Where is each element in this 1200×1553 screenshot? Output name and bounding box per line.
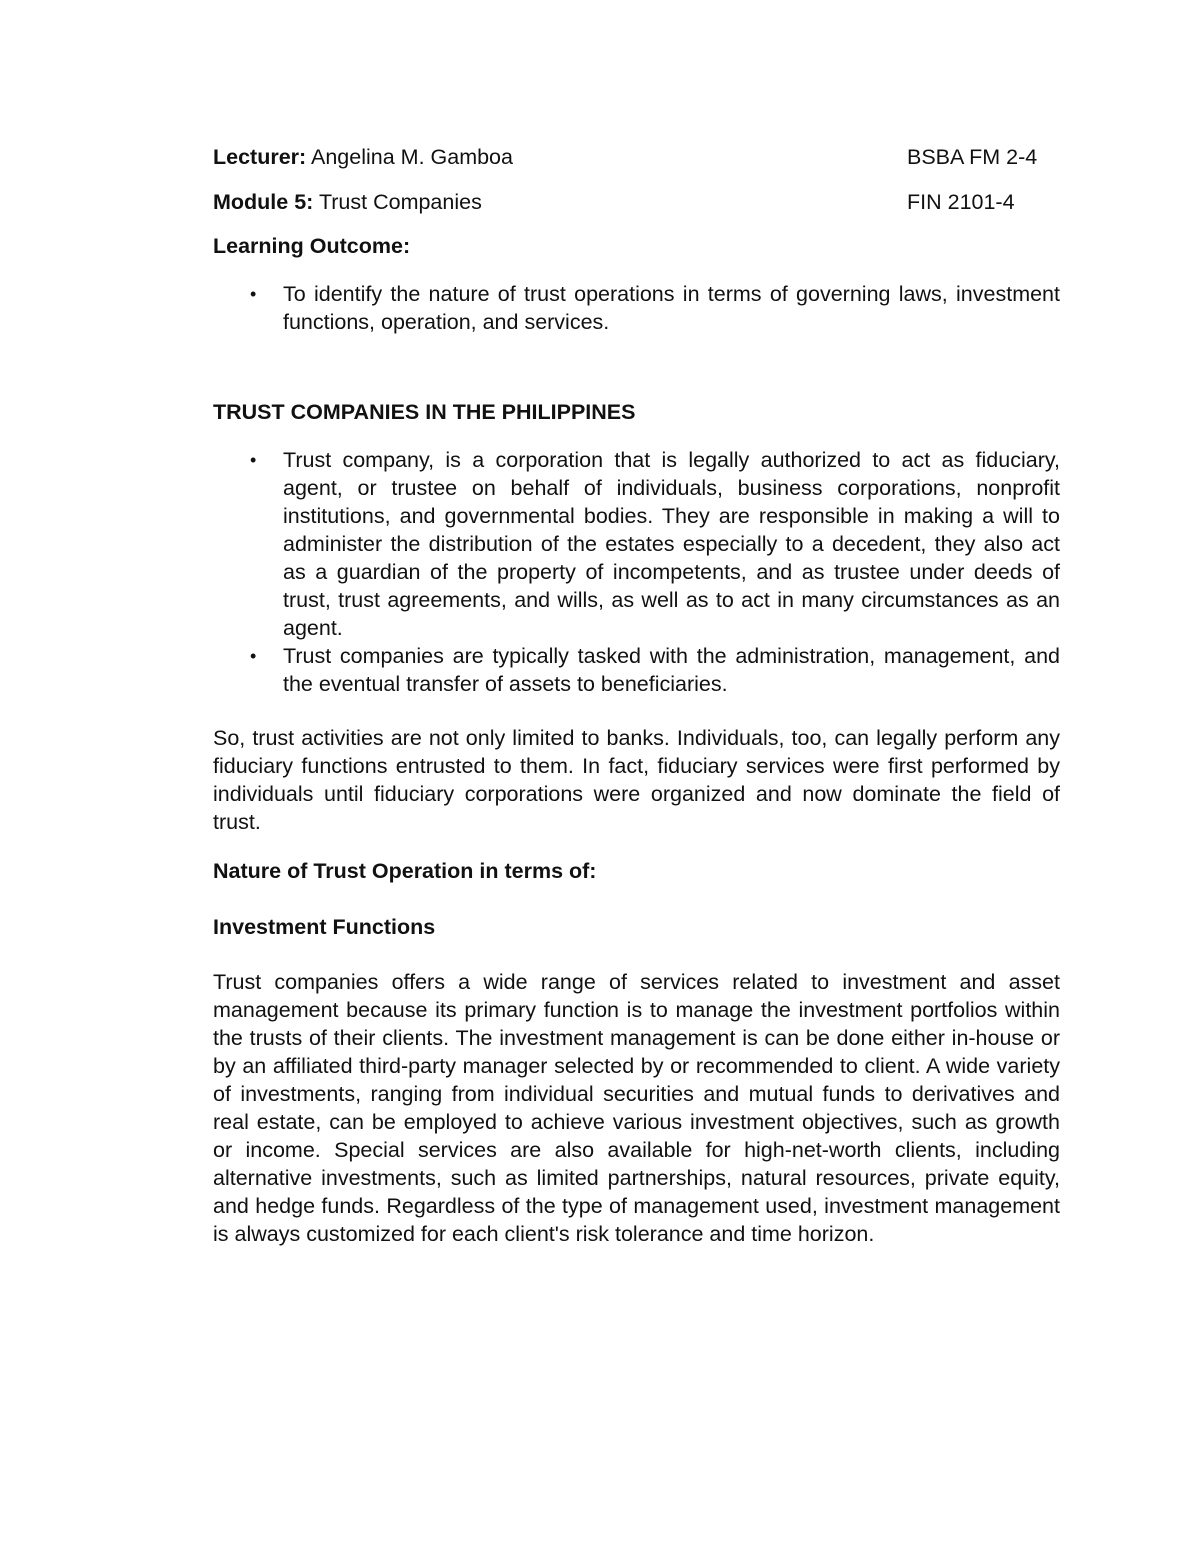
module-row [213,188,1060,216]
nature-heading: Nature of Trust Operation in terms of: [213,859,597,883]
bullet-icon: • [250,450,257,470]
trust-item-text: Trust companies are typically tasked with the administration, management, and the eventual transfer of assets to beneficiaries. [283,644,1060,696]
trust-section-list [213,446,1060,698]
list-item [213,280,1060,336]
investment-heading: Investment Functions [213,915,436,939]
section-code: BSBA FM 2-4 [907,145,1038,169]
course-code: FIN 2101-4 [907,190,1015,214]
list-item [213,446,1060,642]
learning-outcome-list [213,280,1060,336]
lecturer-label: Lecturer: [213,145,307,169]
lecturer-row [213,143,1060,171]
learning-outcome-heading: Learning Outcome: [213,234,411,258]
module-label: Module 5: [213,190,314,214]
trust-item-text: Trust company, is a corporation that is legally authorized to act as fiduciary, agent, or trustee on behalf of individuals, business corporations, nonprofit institutions, and governmental bodies. They are responsible in making a will to administer the distribution of the estates especially to a decedent, they also act as a guardian of the property of incompetents, and as trustee under deeds of trust, trust agreements, and wills, as well as to act in many circumstances as an agent. [283,448,1060,640]
list-item [213,642,1060,698]
lecturer-name: Angelina M. Gamboa [311,145,513,169]
learning-outcome-text: To identify the nature of trust operations in terms of governing laws, investment functions, operation, and services. [283,282,1060,334]
bullet-icon: • [250,284,257,304]
trust-section-heading: TRUST COMPANIES IN THE PHILIPPINES [213,400,636,424]
trust-paragraph: So, trust activities are not only limited to banks. Individuals, too, can legally perform any fiduciary functions entrusted to them. In fact, fiduciary services were first performed by individuals until fiduciary corporations were organized and now dominate the field of trust. [213,726,1060,834]
module-title: Trust Companies [318,190,482,214]
investment-paragraph: Trust companies offers a wide range of services related to investment and asset management because its primary function is to manage the investment portfolios within the trusts of their clients. The investment management is can be done either in-house or by an affiliated third-party manager selected by or recommended to client. A wide variety of investments, ranging from individual securities and mutual funds to derivatives and real estate, can be employed to achieve various investment objectives, such as growth or income. Special services are also available for high-net-worth clients, including alternative investments, such as limited partnerships, natural resources, private equity, and hedge funds. Regardless of the type of management used, investment management is always customized for each client's risk tolerance and time horizon. [213,970,1060,1246]
bullet-icon: • [250,646,257,666]
